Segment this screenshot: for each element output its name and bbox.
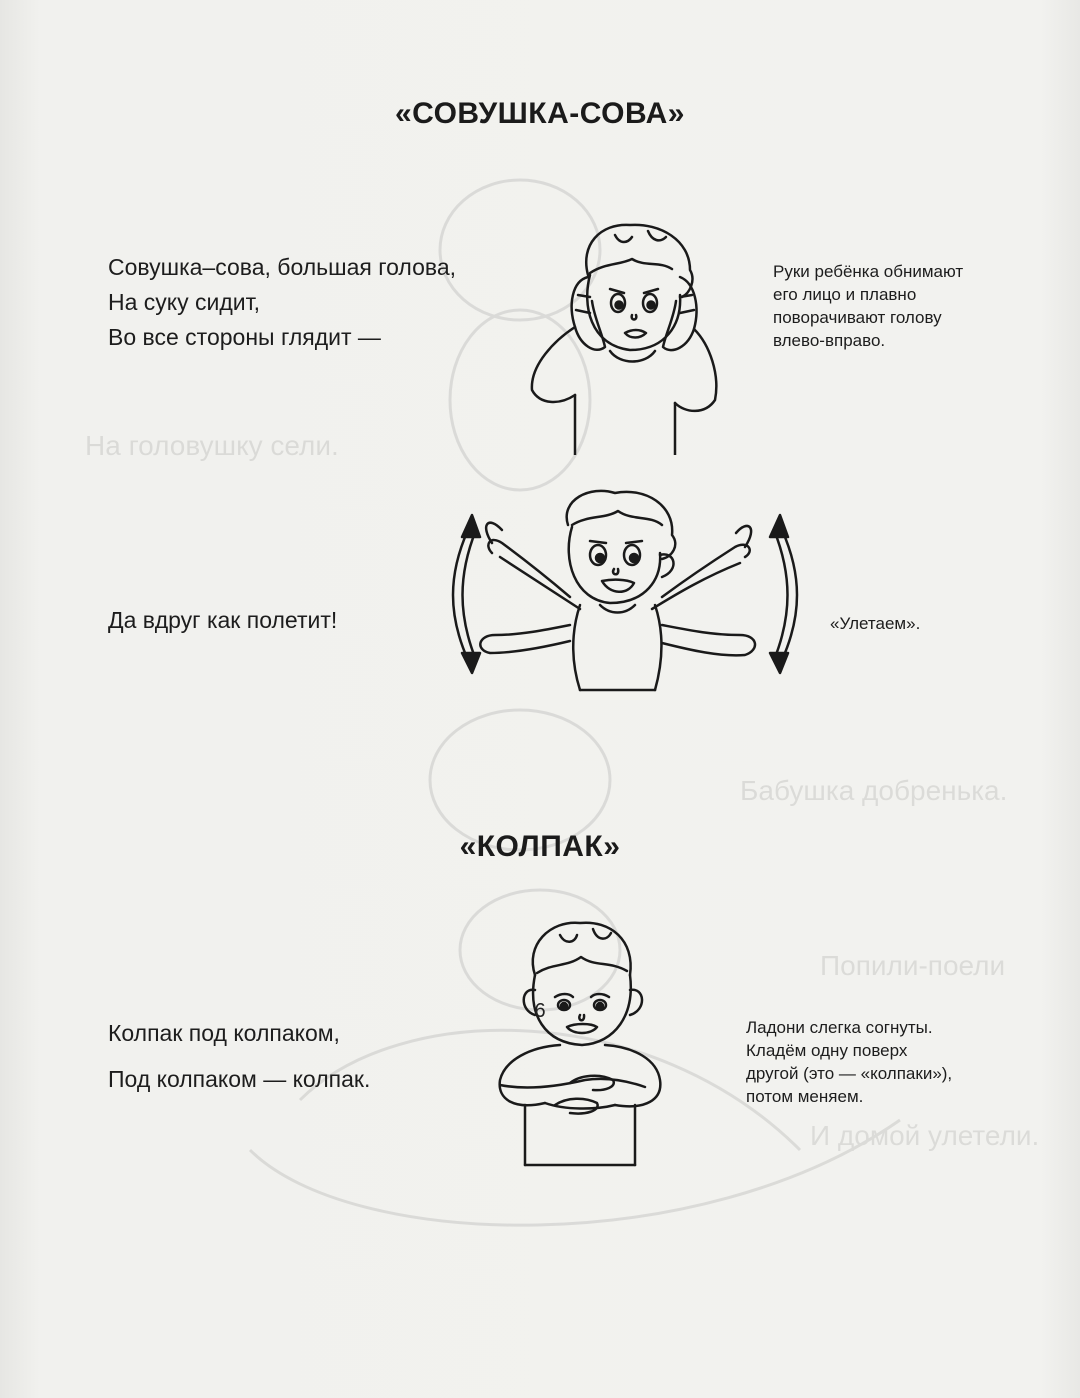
svg-text:Попили-поели: Попили-поели (820, 950, 1006, 981)
boy-hands-folded-illustration (485, 915, 675, 1170)
boy-holding-head-illustration (520, 215, 725, 455)
note-line: Кладём одну поверх (746, 1041, 908, 1060)
svg-text:И домой улетели.: И домой улетели. (810, 1120, 1040, 1151)
note-line: Руки ребёнка обнимают (773, 262, 964, 281)
section-title-sovushka: «СОВУШКА-СОВА» (394, 97, 685, 130)
verse-line: Под колпаком — колпак. (108, 1066, 371, 1092)
verse-line: Колпак под колпаком, (108, 1020, 340, 1046)
verse-line: Да вдруг как полетит! (108, 607, 338, 633)
note-sovushka (773, 260, 963, 352)
page-number: 6 (534, 1000, 546, 1022)
svg-text:Бабушка добренька.: Бабушка добренька. (740, 775, 1008, 806)
verse-line: Во все стороны глядит — (108, 324, 381, 350)
note-line: поворачивают голову (773, 308, 942, 327)
verse-kolpak (108, 1010, 370, 1102)
verse-sovushka-fly (108, 603, 337, 638)
verse-sovushka (108, 250, 456, 355)
note-line: потом меняем. (746, 1087, 864, 1106)
note-kolpak (746, 1016, 952, 1108)
note-line: Ладони слегка согнуты. (746, 1018, 933, 1037)
note-sovushka-fly (830, 612, 920, 635)
section-title-kolpak: «КОЛПАК» (459, 830, 621, 863)
boy-flying-illustration (440, 485, 810, 695)
svg-text:На головушку сели.: На головушку сели. (85, 430, 339, 461)
note-line: его лицо и плавно (773, 285, 917, 304)
verse-line: На суку сидит, (108, 289, 260, 315)
note-line: влево-вправо. (773, 331, 886, 350)
note-line: «Улетаем». (830, 614, 921, 633)
verse-line: Совушка–сова, большая голова, (108, 254, 457, 280)
note-line: другой (это — «колпаки»), (746, 1064, 953, 1083)
